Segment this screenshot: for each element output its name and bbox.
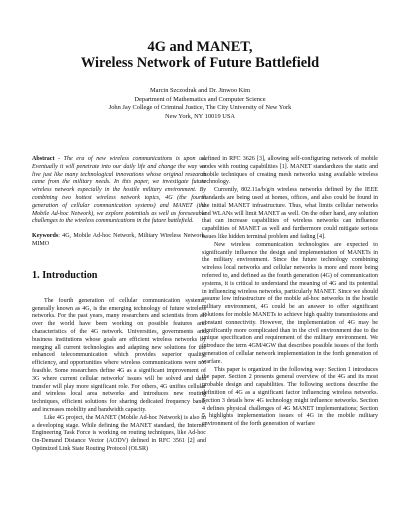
intro-paragraph-2: Like 4G project, the MANET (Mobile Ad-hoc Network) is also in a developing stage. While defining the MANET standard, the Internet Engineering Task Force is working on routing techniques, like Ad-hoc On-Demand Distance Vector (AODV) defined in RFC 3561 [2] and Optimized Link State Routing Protocol (OLSR) [32, 414, 206, 452]
keywords [32, 233, 206, 249]
right-paragraph-1: defined in RFC 3626 [3], allowing self-configuring network of mobile nodes with routing capabilities [1]. MANET standardizes the static and mobile techniques of creating mesh networks using available wireless technology. [202, 156, 378, 186]
abstract-label: Abstract [32, 156, 55, 162]
right-paragraph-2: Currently, 802.11a/b/g/n wireless networks defined by the IEEE standards are being used at homes, offices, and also could be found in the initial MANET infrastructure. Thus, what limits cellular networks and WLANs will limit MANET as well. On the other hand, any solution that can increase capabilities of wireless networks can influence capabilities of MANET as well and furthermore could mitigate serious issues like hidden terminal problem and fading [4]. [202, 187, 378, 240]
author-department: Department of Mathematics and Computer Science [134, 95, 266, 103]
keywords-label: Keywords [32, 233, 59, 240]
paper-title-line2: Wireless Network of Future Battlefield [80, 55, 320, 71]
right-paragraph-4: This paper is organized in the following way: Section 1 introduces the paper. Section 2 presents general overview of the 4G and its most probable design and capabilities. The following sections describe the definition of 4G as a significant factor influencing wireless networks. Section 3 details how 4G technology might influence networks. Section 4 defines physical challenges of 4G MANET implementations; Section 5 highlights implementation issues of 4G in the mobile military environment of the forth generation of warfare [202, 366, 378, 428]
abstract-text: - The era of new wireless communications is upon us. Eventually it will penetrate into our daily life and change the way we live just like many technological innovations whose original research came from the military needs. In this paper, we investigate future wireless network especially in the hostile military environment. By combining two hottest wireless network topics, 4G (the fourth generation of cellular communication systems) and MANET (the Mobile Ad-hoc Network), we explore potentials as well as foreseeable challenges to the wireless communications in the future battlefield. [32, 156, 206, 225]
keywords-text: : 4G, Mobile Ad-hoc Network, Military Wireless Network, MIMO [32, 233, 206, 247]
author-college: John Jay College of Criminal Justice, The City University of New York [108, 104, 292, 112]
intro-paragraph-1: The fourth generation of cellular communication systems, generally known as 4G, is the emerging technology of future wireless networks. For the past years, many researchers and scientists from all over the world have been working on possible features and characteristics of the 4G network. Universities, governments and business institutions whose goals are efficient wireless networks by merging all current technologies and adapting new solutions for the enhanced telecommunication which provides superior quality, efficiency, and opportunities where wireless communications were not feasible. Some researchers define 4G as a significant improvement of 3G where current cellular networks' issues will be solved and data transfer will play more significant role. For others, 4G unifies cellular and wireless local area networks and introduces new routing techniques, efficient solutions for sharing dedicated frequency band, and increases mobility and bandwidth capacity. [32, 297, 206, 413]
author-address: New York, NY 10019 USA [164, 113, 236, 121]
left-column [32, 156, 206, 454]
author-block [0, 87, 400, 122]
abstract [32, 156, 206, 226]
paper-title-line1: 4G and MANET, [147, 39, 253, 55]
author-names: Marcin Szczodrak and Dr. Jinwoo Kim [149, 87, 251, 94]
section-heading-introduction: 1. Introduction [32, 269, 98, 281]
right-column [202, 156, 378, 429]
right-paragraph-3: New wireless communication technologies are expected to significantly influence the design and implementation of MANETs in the military environment. Since the future technology combining wireless local networks and cellular networks is more and more being referred to, and defined as the fourth generation (4G) of communication systems, it is critical to understand the meaning of 4G and its potential in influencing wireless networks, particularly MANET. Since we should assume low infrastructure of the mobile ad-hoc networks in the hostile military environment, 4G could be an answer to offer significant solutions for mobile MANETs to achieve high quality transmissions and constant connectivity. However, the implementation of 4G may be significantly more complicated than in the civil environment due to the unique specification and requirement of the military environment. We introduce the term 4GM/4GW that describes possible issues of the forth generation of cellular network implementation in the forth generation of warfare. [202, 241, 378, 365]
